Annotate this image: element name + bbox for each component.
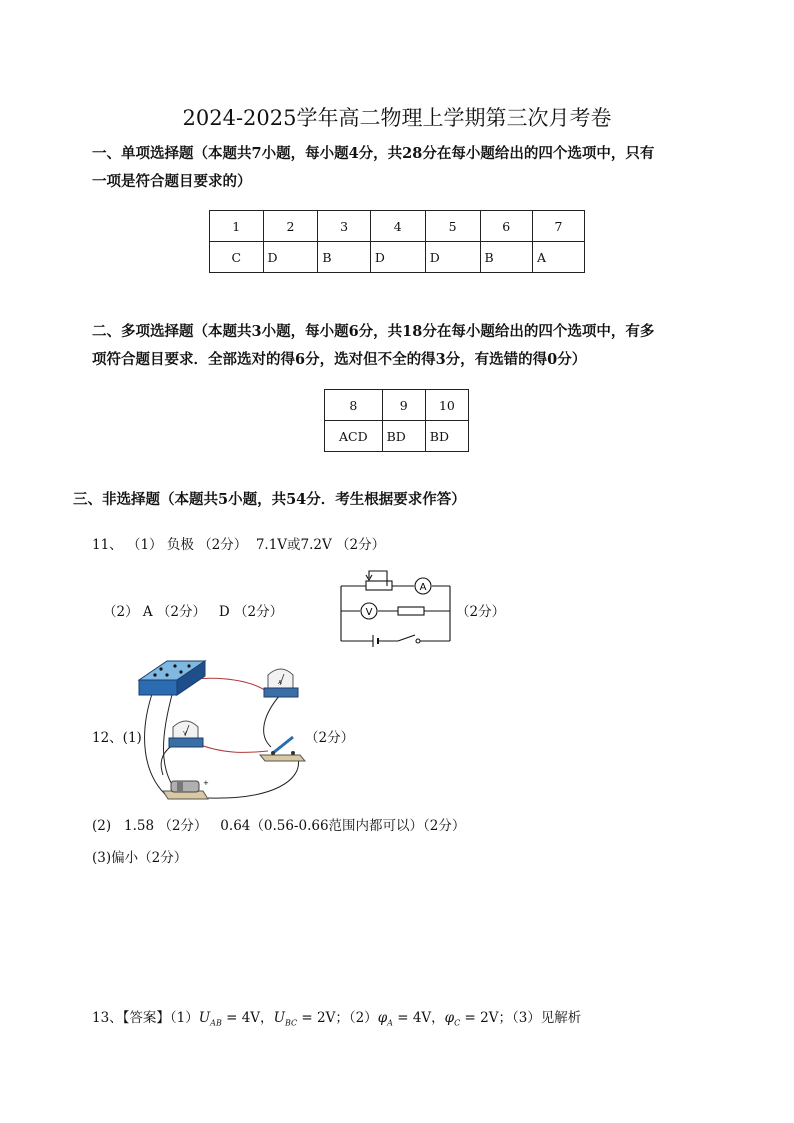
q12-points: （2分） xyxy=(305,730,355,746)
table-row xyxy=(210,211,585,242)
table-cell: 9 xyxy=(382,390,425,421)
phi-a-subscript: A xyxy=(387,1018,393,1028)
ammeter-meter-label: A xyxy=(278,680,282,686)
q12-label: 12、(1) xyxy=(92,730,142,746)
ammeter-label: A xyxy=(419,582,427,593)
section2-heading xyxy=(92,318,732,374)
table-row xyxy=(325,390,469,421)
phi-c-subscript: C xyxy=(454,1018,461,1028)
table-cell: BD xyxy=(425,421,468,452)
u-ab-symbol: U xyxy=(198,1010,211,1026)
table-row xyxy=(210,242,585,273)
ammeter-icon xyxy=(264,669,298,697)
table-cell: 8 xyxy=(325,390,383,421)
table-cell: D xyxy=(425,242,480,273)
table-cell: A xyxy=(532,242,584,273)
table-cell: 4 xyxy=(370,211,425,242)
voltmeter-icon xyxy=(169,721,203,747)
u-ab-subscript: AB xyxy=(210,1018,222,1028)
u-ab-value: = 4V， xyxy=(221,1010,274,1026)
q11-circuit-diagram xyxy=(335,563,460,651)
table-cell: BD xyxy=(382,421,425,452)
table-cell: 1 xyxy=(210,211,264,242)
table-cell: 3 xyxy=(318,211,370,242)
table-cell: 7 xyxy=(532,211,584,242)
u-bc-subscript: BC xyxy=(284,1018,298,1028)
table-cell: C xyxy=(210,242,264,273)
table-cell: 6 xyxy=(480,211,532,242)
phi-c-symbol: φ xyxy=(444,1010,455,1026)
section1-heading-line2: 一项是符合题目要求的） xyxy=(92,173,252,190)
section1-heading-line1: 一、单项选择题（本题共7小题，每小题4分，共28分在每小题给出的四个选项中，只有 xyxy=(92,145,655,162)
phi-c-value: = 2V；（3）见解析 xyxy=(460,1010,582,1026)
table-cell: 2 xyxy=(263,211,318,242)
table-cell: 10 xyxy=(425,390,468,421)
section2-answer-table xyxy=(324,389,469,452)
q13-answer-line xyxy=(92,1006,581,1028)
table-cell: 5 xyxy=(425,211,480,242)
q11-circuit-points: （2分） xyxy=(456,604,506,620)
u-bc-symbol: U xyxy=(273,1010,285,1026)
q13-prefix: 13、【答案】（1） xyxy=(92,1010,199,1026)
page-title: 2024-2025学年高二物理上学期第三次月考卷 xyxy=(182,106,612,130)
section1-heading xyxy=(92,140,732,196)
battery-icon xyxy=(163,779,209,799)
svg-text:+: + xyxy=(203,779,209,787)
table-cell: D xyxy=(370,242,425,273)
section2-heading-line2: 项符合题目要求．全部选对的得6分，选对但不全的得3分，有选错的得0分） xyxy=(92,351,587,368)
table-cell: B xyxy=(318,242,370,273)
table-cell: ACD xyxy=(325,421,383,452)
voltmeter-meter-label: V xyxy=(183,731,187,737)
section1-answer-table xyxy=(209,210,585,273)
u-bc-value: = 2V；（2） xyxy=(297,1010,378,1026)
section2-heading-line1: 二、多项选择题（本题共3小题，每小题6分，共18分在每小题给出的四个选项中，有多 xyxy=(92,323,655,340)
section3-heading: 三、非选择题（本题共5小题，共54分．考生根据要求作答） xyxy=(73,491,466,508)
table-cell: D xyxy=(263,242,318,273)
power-supply-icon xyxy=(139,661,205,695)
table-row xyxy=(325,421,469,452)
voltmeter-label: V xyxy=(365,607,373,618)
q12-line3: (3)偏小（2分） xyxy=(92,850,188,866)
q12-line2: (2) 1.58 （2分） 0.64（0.56-0.66范围内都可以）（2分） xyxy=(92,818,466,834)
q12-wiring-diagram xyxy=(133,655,333,807)
switch-icon xyxy=(260,737,305,761)
q11-line1: 11、 （1） 负极 （2分） 7.1V或7.2V （2分） xyxy=(92,537,386,553)
phi-a-symbol: φ xyxy=(377,1010,388,1026)
q11-line2: （2） A （2分） D （2分） xyxy=(103,604,284,620)
phi-a-value: = 4V， xyxy=(392,1010,445,1026)
table-cell: B xyxy=(480,242,532,273)
